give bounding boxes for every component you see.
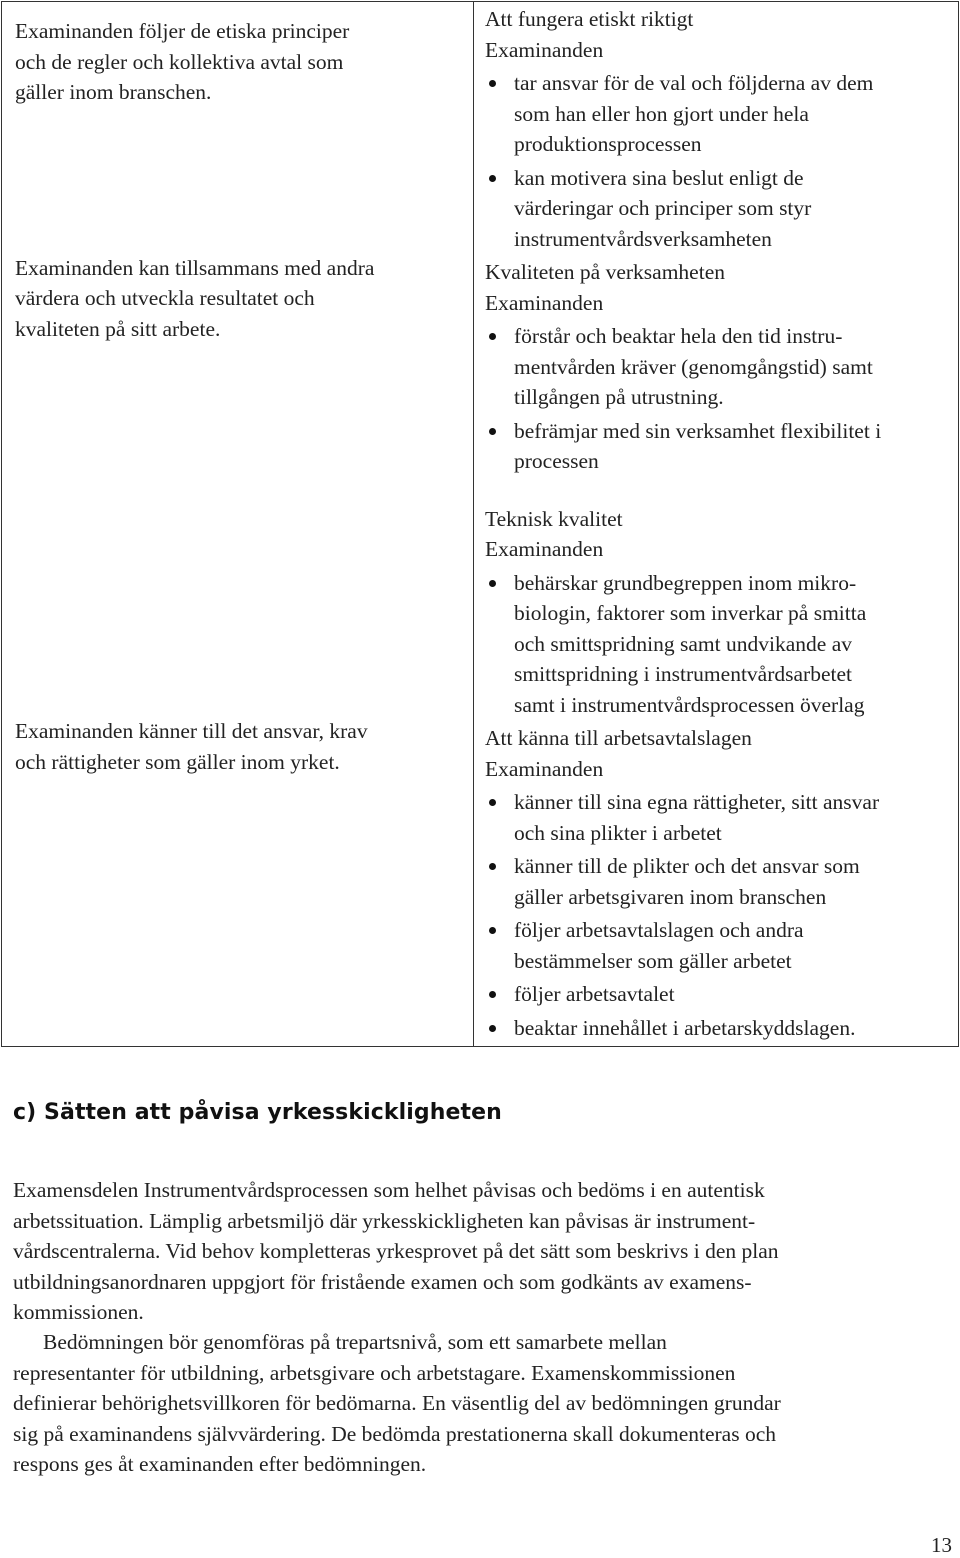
text-line: som han eller hon gjort under hela xyxy=(514,101,809,126)
list-item xyxy=(485,915,958,976)
bullet-icon xyxy=(489,991,496,998)
bullet-icon xyxy=(489,927,496,934)
section-heading: Teknisk kvalitet xyxy=(485,506,623,531)
section-c-paragraph-1 xyxy=(13,1175,943,1328)
list-item xyxy=(485,68,958,160)
text-line: arbetssituation. Lämplig arbetsmiljö där yrkesskickligheten kan påvisas är instrument- xyxy=(13,1208,756,1233)
text-line: Bedömningen bör genomföras på trepartsnivå, som ett samarbete mellan xyxy=(43,1330,667,1354)
text-line: följer arbetsavtalslagen och andra xyxy=(514,918,804,942)
list-item xyxy=(485,1013,958,1044)
text-line: och rättigheter som gäller inom yrket. xyxy=(15,749,340,774)
section-heading: Kvaliteten på verksamheten xyxy=(485,260,725,284)
text-line: gäller arbetsgivaren inom branschen xyxy=(514,884,827,909)
text-line: representanter för utbildning, arbetsgivare och arbetstagare. Examenskommissionen xyxy=(13,1360,736,1385)
text-line: vårdscentralerna. Vid behov kompletteras yrkesprovet på det sätt som beskrivs i den plan xyxy=(13,1239,779,1263)
text-line: utbildningsanordnaren uppgjort för fristående examen och som godkänts av examens- xyxy=(13,1269,752,1294)
list-item xyxy=(485,851,958,912)
criterion-ethics-summary xyxy=(15,16,473,108)
criteria-right-column xyxy=(474,2,959,1047)
text-line: instrumentvårdsverksamheten xyxy=(514,226,772,251)
text-line: följer arbetsavtalet xyxy=(514,982,675,1006)
text-line: värdera och utveckla resultatet och xyxy=(15,286,315,310)
text-line: och smittspridning samt undvikande av xyxy=(514,631,852,656)
text-line: bestämmelser som gäller arbetet xyxy=(514,948,792,973)
bullet-icon xyxy=(489,333,496,340)
bullet-icon xyxy=(489,863,496,870)
text-line: befrämjar med sin verksamhet flexibilitet i xyxy=(514,418,882,443)
text-line: Examensdelen Instrumentvårdsprocessen som helhet påvisas och bedöms i en autentisk xyxy=(13,1178,765,1202)
text-line: processen xyxy=(514,449,599,473)
list-item xyxy=(485,163,958,255)
section-ethics xyxy=(485,4,958,254)
text-line: tillgången på utrustning. xyxy=(514,385,724,409)
text-line: känner till de plikter och det ansvar som xyxy=(514,854,860,878)
bullet-icon xyxy=(489,799,496,806)
section-heading: Att fungera etiskt riktigt xyxy=(485,7,694,31)
text-line: Examinanden känner till det ansvar, krav xyxy=(15,719,368,743)
text-line: sig på examinandens självvärdering. De bedömda prestationerna skall dokumenteras och xyxy=(13,1421,777,1446)
text-line: produktionsprocessen xyxy=(514,132,702,156)
text-line: förstår och beaktar hela den tid instru- xyxy=(514,324,843,348)
text-line: smittspridning i instrumentvårdsarbetet xyxy=(514,662,852,686)
text-line: biologin, faktorer som inverkar på smitta xyxy=(514,601,867,625)
text-line: känner till sina egna rättigheter, sitt ansvar xyxy=(514,790,880,814)
text-line: kommissionen. xyxy=(13,1300,144,1324)
list-item xyxy=(485,979,958,1010)
text-line: definierar behörighetsvillkoren för bedömarna. En väsentlig del av bedömningen grundar xyxy=(13,1391,781,1415)
bullet-icon xyxy=(489,175,496,182)
section-c-paragraph-2 xyxy=(13,1327,943,1480)
text-line: värderingar och principer som styr xyxy=(514,196,812,220)
text-line: respons ges åt examinanden efter bedömningen. xyxy=(13,1452,427,1476)
text-line: kan motivera sina beslut enligt de xyxy=(514,165,804,190)
bullet-icon xyxy=(489,1025,496,1032)
section-technical-quality xyxy=(485,504,958,721)
page-number: 13 xyxy=(931,1533,952,1557)
section-subject: Examinanden xyxy=(485,290,604,315)
text-line: Examinanden kan tillsammans med andra xyxy=(15,255,375,280)
text-line: kvaliteten på sitt arbete. xyxy=(15,316,221,341)
section-quality xyxy=(485,257,958,477)
text-line: och sina plikter i arbetet xyxy=(514,820,722,845)
list-item xyxy=(485,321,958,413)
text-line: och de regler och kollektiva avtal som xyxy=(15,49,344,74)
text-line: behärskar grundbegreppen inom mikro- xyxy=(514,570,857,595)
list-item xyxy=(485,568,958,721)
criterion-rights-summary xyxy=(15,716,473,777)
section-subject: Examinanden xyxy=(485,37,604,62)
section-employment-law xyxy=(485,723,958,1043)
section-subject: Examinanden xyxy=(485,537,604,561)
criterion-quality-summary xyxy=(15,253,473,345)
section-subject: Examinanden xyxy=(485,756,604,781)
text-line: gäller inom branschen. xyxy=(15,80,212,104)
bullet-icon xyxy=(489,580,496,587)
criteria-table xyxy=(1,1,959,1047)
list-item xyxy=(485,416,958,477)
bullet-icon xyxy=(489,80,496,87)
text-line: samt i instrumentvårdsprocessen överlag xyxy=(514,692,865,717)
section-heading: Att känna till arbetsavtalslagen xyxy=(485,726,752,750)
text-line: mentvården kräver (genomgångstid) samt xyxy=(514,354,873,379)
bullet-icon xyxy=(489,428,496,435)
criteria-left-column xyxy=(2,2,474,1047)
text-line: tar ansvar för de val och följderna av dem xyxy=(514,71,874,95)
text-line: beaktar innehållet i arbetarskyddslagen. xyxy=(514,1015,856,1040)
text-line: Examinanden följer de etiska principer xyxy=(15,19,350,43)
section-c-heading: c) Sätten att påvisa yrkesskickligheten xyxy=(13,1100,502,1125)
list-item xyxy=(485,787,958,848)
